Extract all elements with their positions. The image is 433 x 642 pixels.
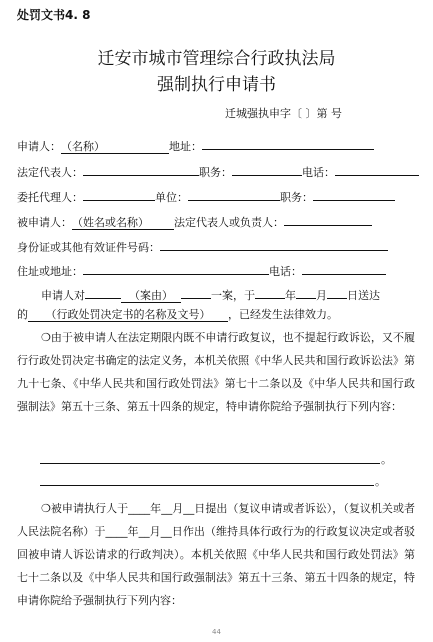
row-respondent bbox=[17, 213, 372, 230]
case-hint: （案由） bbox=[129, 289, 173, 302]
content-line-2[interactable] bbox=[40, 485, 374, 486]
position-field[interactable] bbox=[232, 163, 302, 176]
applicant-hint: （名称） bbox=[61, 140, 105, 153]
respondent-label: 被申请人： bbox=[17, 216, 72, 229]
body-paragraph-2 bbox=[17, 497, 415, 612]
respondent-rep-label: 法定代表人或负责人： bbox=[174, 216, 284, 229]
applicant-label: 申请人： bbox=[17, 140, 61, 153]
respondent-rep-field[interactable] bbox=[284, 213, 372, 226]
id-field[interactable] bbox=[160, 238, 388, 251]
legal-rep-label: 法定代表人： bbox=[17, 166, 83, 179]
case-field[interactable] bbox=[121, 289, 181, 303]
page-number: 44 bbox=[212, 628, 221, 636]
unit-field[interactable] bbox=[188, 188, 280, 201]
intro-blank2[interactable] bbox=[181, 286, 211, 299]
position2-label: 职务： bbox=[280, 191, 313, 204]
respondent-hint: （姓名或名称） bbox=[72, 216, 149, 229]
intro-p1: 申请人对 bbox=[41, 289, 85, 302]
residence-label: 住址或地址： bbox=[17, 265, 83, 278]
respondent-name-field[interactable] bbox=[72, 216, 174, 230]
intro-p4: ，已经发生法律效力。 bbox=[228, 308, 338, 321]
phone2-field[interactable] bbox=[302, 262, 386, 275]
day-label: 日送达 bbox=[347, 289, 380, 302]
decision-field[interactable] bbox=[28, 308, 228, 322]
legal-rep-field[interactable] bbox=[83, 163, 199, 176]
id-label: 身份证或其他有效证件号码： bbox=[17, 241, 160, 254]
content-line-2-period: 。 bbox=[375, 475, 386, 488]
intro-line2 bbox=[17, 308, 338, 322]
applicant-name-field[interactable] bbox=[61, 140, 169, 154]
month-label: 月 bbox=[316, 289, 327, 302]
doc-number: 迁城强执申字〔 〕第 号 bbox=[225, 107, 342, 120]
content-line-1-period: 。 bbox=[381, 453, 392, 466]
year-label: 年 bbox=[285, 289, 296, 302]
intro-line1 bbox=[41, 286, 380, 303]
address-field[interactable] bbox=[202, 137, 374, 150]
day-field[interactable] bbox=[327, 286, 347, 299]
year-field[interactable] bbox=[255, 286, 285, 299]
para1-text: ❍由于被申请人在法定期限内既不申请行政复议，也不提起行政诉讼，又不履行行政处罚决定书确定的法定义务，本机关依照《中华人民共和国行政诉讼法》第九十七条、《中华人民共和国行政处罚法》第七十二条以及《中华人民共和国行政强制法》第五十三条、第五十四条的规定，特申请你院给予强制执行下列内容： bbox=[17, 331, 415, 413]
row-legal-rep bbox=[17, 163, 419, 180]
row-applicant bbox=[17, 137, 374, 154]
agent-field[interactable] bbox=[83, 188, 155, 201]
month-field[interactable] bbox=[296, 286, 316, 299]
intro-p2: 一案，于 bbox=[211, 289, 255, 302]
address-label: 地址： bbox=[169, 140, 202, 153]
phone-field[interactable] bbox=[335, 163, 419, 176]
content-line-1[interactable] bbox=[40, 463, 380, 464]
row-agent bbox=[17, 188, 395, 205]
unit-label: 单位： bbox=[155, 191, 188, 204]
decision-hint: （行政处罚决定书的名称及文号） bbox=[45, 308, 211, 321]
residence-field[interactable] bbox=[83, 262, 269, 275]
row-id bbox=[17, 238, 388, 255]
body-paragraph-1 bbox=[17, 326, 415, 418]
para2-text: ❍被申请执行人于____年__月__日提出（复议申请或者诉讼），（复议机关或者人民法院名称）于____年__月__日作出（维持具体行政行为的行政复议决定或者驳回被申请人诉讼请求的行政判决）。本机关依照《中华人民共和国行政处罚法》第七十二条以及《中华人民共和国行政强制法》第五十三条、第五十四条的规定，特申请你院给予强制执行下列内容： bbox=[17, 502, 415, 607]
phone2-label: 电话： bbox=[269, 265, 302, 278]
intro-p3: 的 bbox=[17, 308, 28, 321]
doc-code: 处罚文书4. 8 bbox=[17, 8, 91, 22]
document-title-line1: 迁安市城市管理综合行政执法局 bbox=[97, 49, 336, 69]
position2-field[interactable] bbox=[313, 188, 395, 201]
row-residence bbox=[17, 262, 386, 279]
intro-blank1[interactable] bbox=[85, 286, 121, 299]
position-label: 职务： bbox=[199, 166, 232, 179]
phone-label: 电话： bbox=[302, 166, 335, 179]
document-title-line2: 强制执行申请书 bbox=[157, 75, 276, 95]
agent-label: 委托代理人： bbox=[17, 191, 83, 204]
